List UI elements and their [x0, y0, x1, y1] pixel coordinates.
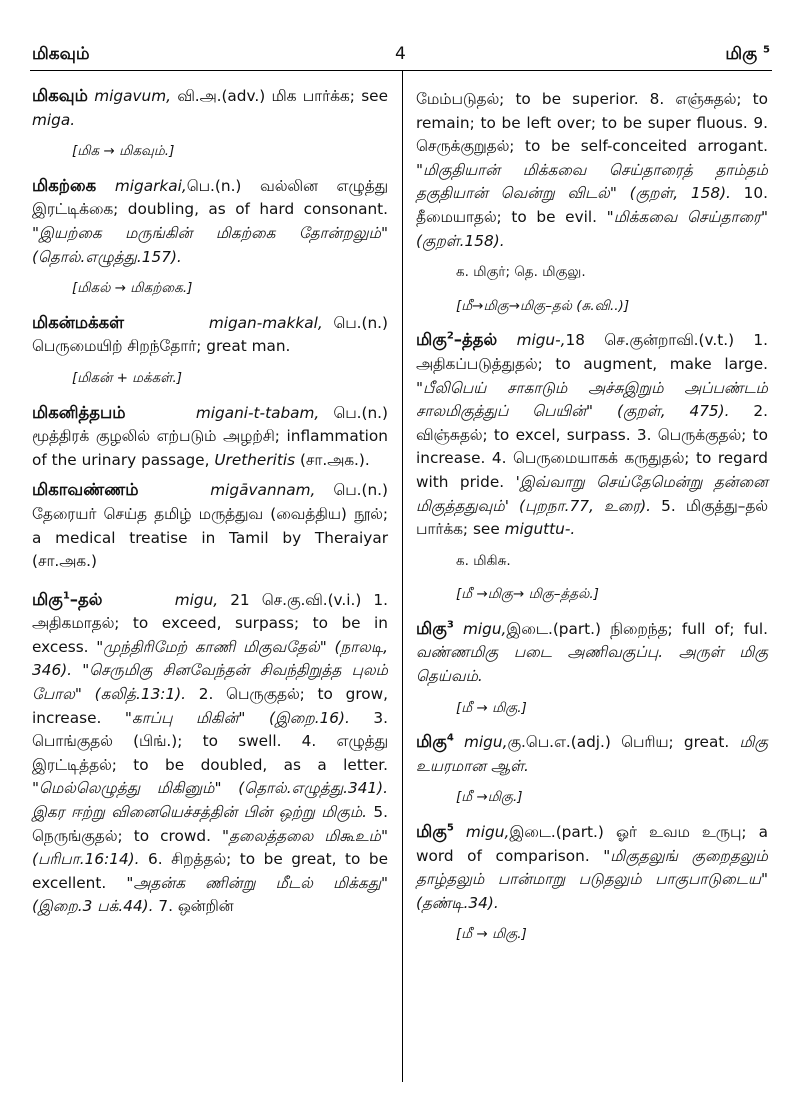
headword: மிகு$^1$–தல்	[32, 589, 103, 609]
definition: கு.பெ.எ.(adj.) பெரிய; great.	[507, 733, 740, 752]
citation: "காப்பு மிகின்" (இறை.16).	[124, 708, 350, 727]
headword: மிகனித்தபம்	[32, 402, 126, 422]
definition: பெ.(n.) தேரையர் செய்த தமிழ் மருத்துவ (வைத்திய) நூல்; a medical treatise in Tamil by Theraiyar (சா.அக.)	[32, 481, 388, 571]
cognates: க. மிகுர்; தெ. மிகுலு.	[456, 264, 586, 281]
definition: 2. விஞ்சுதல்; to excel, surpass. 3. பெருக்குதல்; to increase. 4. பெருமையாகக் கருதுதல்; to regard with pride.	[416, 402, 769, 491]
definition: 10. தீமையாதல்; to be evil.	[416, 184, 768, 226]
latin-term: Uretheritis	[214, 450, 296, 469]
etymology: [மீ → மிகு.]	[456, 926, 527, 943]
entry-migarkai	[32, 174, 388, 301]
definition: 2. பெருகுதல்; to grow, increase.	[32, 685, 388, 727]
headword: மிகு$^4$	[416, 732, 454, 752]
transliteration: migu-,	[516, 331, 566, 350]
entry-migavannam	[32, 478, 388, 573]
etymology: [மீ → மிகு.]	[456, 699, 527, 716]
definition: வி.அ.(adv.) மிக பார்க்க; see	[170, 87, 388, 105]
definition: 18 செ.குன்றாவி.(v.t.) 1. அதிகப்படுத்துதல்; to augment, make large.	[416, 331, 768, 373]
citation: "அதன்க ணின்று மீடல் மிக்கது" (இறை.3 பக்.44).	[32, 873, 388, 916]
etymology: [மிகன் + மக்கள்.]	[72, 369, 183, 386]
example: வண்ணமிகு படை அணிவகுப்பு. அருள் மிகு தெய்வம்.	[416, 643, 768, 686]
etymology: [மிக → மிகவும்.]	[72, 143, 175, 160]
citation: 'இவ்வாறு செய்தேமென்று தன்னை மிகுத்ததுவும்' (புறநா.77, உரை).	[416, 472, 768, 515]
citation: "மிகுதியான் மிக்கவை செய்தாரைத் தாம்தம் தகுதியான் வென்று விடல்" (குறள், 158).	[416, 160, 768, 203]
definition: பெ.(n.) வல்லின எழுத்து இரட்டிக்கை; doubling, as of hard consonant.	[32, 176, 388, 219]
citation: "இயற்கை மருங்கின் மிகற்கை தோன்றலும்" (தொல்.எழுத்து.157).	[32, 223, 388, 266]
headword: மிகன்மக்கள்	[32, 312, 125, 332]
definition: 6. சிறத்தல்; to be great, to be excellent.	[32, 850, 388, 892]
etymology: [மீ→மிகு→மிகு–தல் (சு.வி..)]	[456, 297, 630, 314]
definition: 21 செ.கு.வி.(v.i.) 1. அதிகமாதல்; to exceed, surpass; to be in excess.	[32, 590, 388, 656]
example: மிகு உயரமான ஆள்.	[416, 733, 768, 775]
transliteration: migu,	[465, 823, 510, 842]
left-guide-word: மிகவும்	[32, 44, 90, 64]
citation: "முந்திரிமேற் காணி மிகுவதேல்" (நாலடி, 346). "செருமிகு சினவேந்தன் சிவந்திறுத்த புலம் போல" (கலித்.13:1).	[32, 637, 389, 704]
transliteration: migani-t-tabam,	[195, 403, 320, 422]
headword: மிகு$^2$–த்தல்	[416, 330, 498, 350]
definition: பெ.(n.) பெருமையிற் சிறந்தோர்; great man.	[32, 313, 388, 356]
transliteration: migu,	[463, 619, 507, 638]
headword: மிகற்கை	[32, 175, 97, 195]
entry-migu-5	[416, 820, 768, 947]
entry-migu-1-continuation	[416, 88, 768, 253]
entry-migavum	[32, 84, 388, 164]
entry-migu-4	[416, 730, 768, 810]
headword: மிகாவண்ணம்	[32, 480, 139, 500]
citation: "மிக்கவை செய்தாரை" (குறள்.158).	[416, 207, 768, 250]
transliteration: migarkai,	[114, 176, 187, 195]
citation: "பீலிபெய் சாகாடும் அச்சுஇறும் அப்பண்டம் சாலமிகுத்துப் பெயின்" (குறள், 475).	[416, 378, 768, 421]
source-abbr: (சா.அக.).	[295, 450, 370, 469]
headword: மிகு$^3$	[416, 618, 454, 638]
transliteration: migu,	[174, 590, 219, 609]
transliteration: migavum,	[94, 87, 171, 105]
cognates: க. மிகிசு.	[456, 552, 511, 569]
header-rule	[30, 70, 772, 71]
definition: 7. ஒன்றின்	[153, 897, 234, 916]
definition: இடை.(part.) நிறைந்த; full of; ful.	[506, 619, 768, 638]
transliteration: migan-makkal,	[208, 313, 323, 332]
definition: இடை.(part.) ஓர் உவம உருபு; a word of comparison.	[416, 823, 768, 865]
entry-migan-makkal	[32, 311, 388, 391]
entry-migu-2	[416, 328, 768, 607]
entry-migu-3	[416, 617, 768, 720]
entry-migu-1	[32, 588, 388, 919]
etymology: [மீ →மிகு.]	[456, 789, 523, 806]
headword: மிகு$^5$	[416, 822, 454, 842]
column-divider	[402, 70, 403, 1082]
page-header	[0, 0, 800, 70]
definition: 5. மிகுத்து–தல் பார்க்க; see	[416, 496, 768, 539]
see-reference: miga.	[32, 110, 76, 129]
definition: பெ.(n.) மூத்திரக் குழலில் எற்படும் அழற்சி; inflammation of the urinary passage,	[32, 403, 388, 469]
definition: 5. நெருங்குதல்; to crowd.	[32, 803, 388, 845]
transliteration: migāvannam,	[210, 481, 316, 500]
see-reference: miguttu-.	[504, 520, 576, 539]
entry-migani-t-tabam	[32, 401, 388, 473]
citation: "தலைத்தலை மிகூஉம்" (பரிபா.16:14).	[32, 826, 388, 869]
right-column	[416, 88, 768, 957]
right-guide-word: மிகு $^5$	[725, 44, 770, 64]
etymology: [மீ →மிகு→ மிகு–த்தல்.]	[456, 586, 599, 603]
transliteration: migu,	[464, 733, 508, 752]
citation: "மெல்லெழுத்து மிகினும்" (தொல்.எழுத்து.341). இகர ஈற்று வினையெச்சத்தின் பின் ஒற்று மிகும்.	[32, 779, 388, 822]
left-column	[32, 84, 388, 925]
citation: "மிகுதலுங் குறைதலும் தாழ்தலும் பான்மாறு படுதலும் பாகுபாடுடைய" (தண்டி.34).	[416, 846, 768, 912]
headword: மிகவும்	[32, 86, 88, 105]
etymology: [மிகல் → மிகற்கை.]	[72, 280, 193, 297]
definition: 3. பொங்குதல் (பிங்.); to swell. 4. எழுத்து இரட்டித்தல்; to be doubled, as a letter.	[32, 708, 389, 774]
definition: மேம்படுதல்; to be superior. 8. எஞ்சுதல்; to remain; to be left over; to be super fluous. 9. செருக்குறுதல்; to be self-conceited arrogant.	[416, 90, 768, 156]
page-number: 4	[395, 44, 406, 64]
